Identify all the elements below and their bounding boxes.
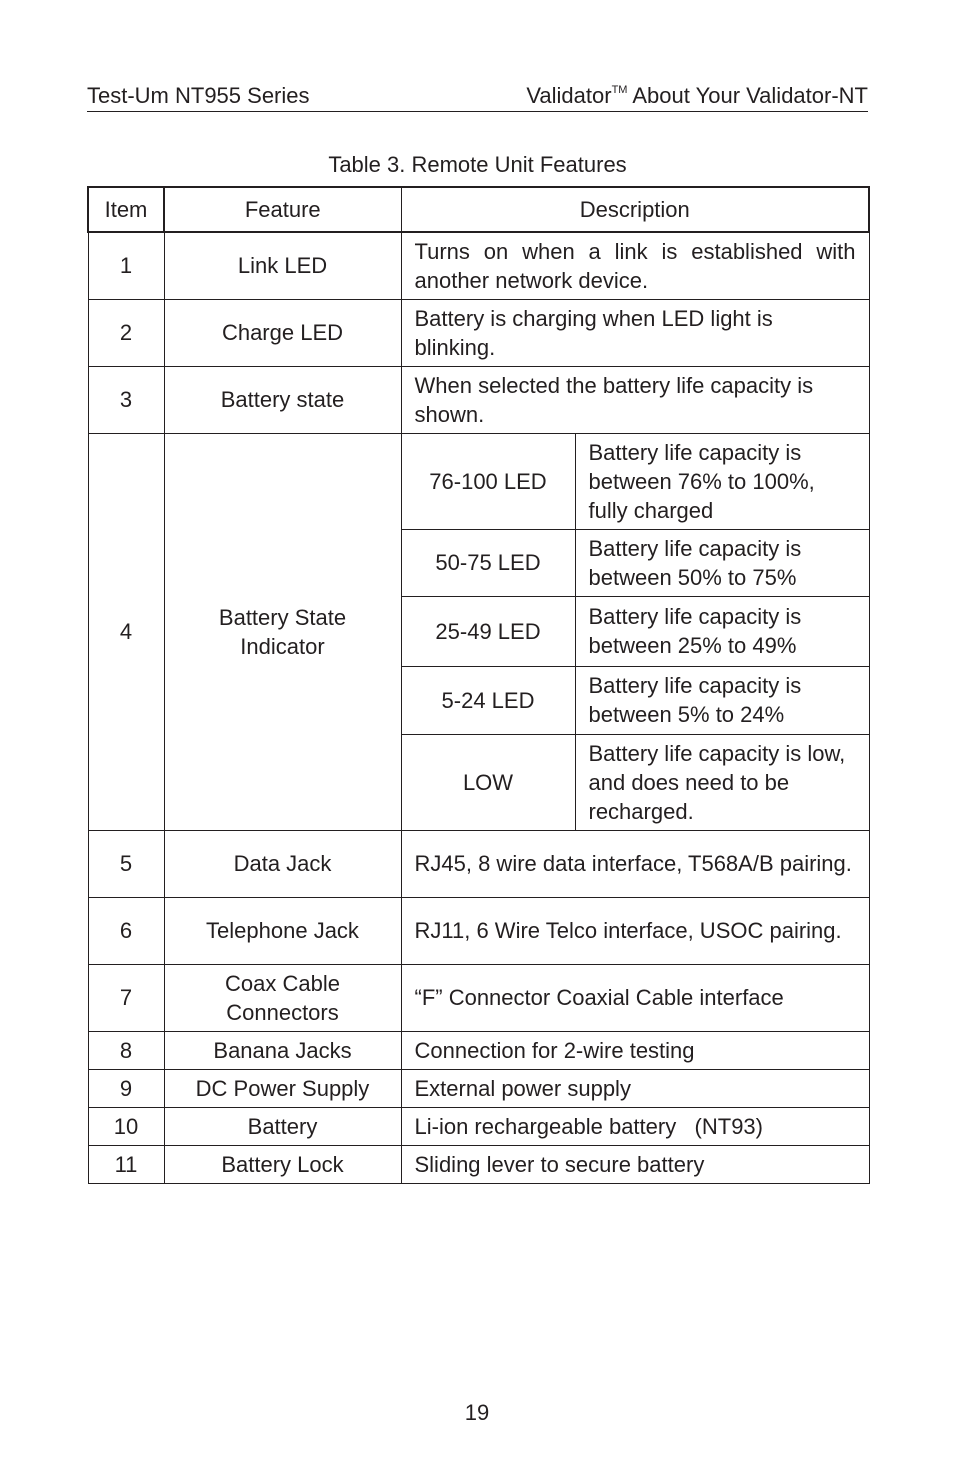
item-number: 8 <box>88 1031 164 1069</box>
header-product: Validator <box>526 83 612 108</box>
item-number: 9 <box>88 1069 164 1107</box>
item-number: 7 <box>88 964 164 1031</box>
feature-description: External power supply <box>401 1069 869 1107</box>
feature-name: Telephone Jack <box>164 897 401 964</box>
remote-unit-features-table <box>87 186 870 1184</box>
feature-name: Battery <box>164 1107 401 1145</box>
led-range-description: Battery life capacity is between 50% to 75% <box>575 529 869 596</box>
column-header-item: Item <box>88 187 164 232</box>
led-range: LOW <box>401 734 575 830</box>
table-row <box>88 1031 869 1069</box>
item-number: 11 <box>88 1145 164 1183</box>
feature-name: DC Power Supply <box>164 1069 401 1107</box>
led-range: 5-24 LED <box>401 666 575 734</box>
table-header-row <box>88 187 869 232</box>
feature-name: Battery state <box>164 366 401 433</box>
led-range: 50-75 LED <box>401 529 575 596</box>
feature-description: Li-ion rechargeable battery (NT93) <box>401 1107 869 1145</box>
feature-name: Coax Cable Connectors <box>164 964 401 1031</box>
table-row <box>88 1069 869 1107</box>
item-number: 3 <box>88 366 164 433</box>
led-range: 25-49 LED <box>401 596 575 666</box>
trademark-mark: TM <box>611 83 628 96</box>
table-row <box>88 366 869 433</box>
table-row <box>88 433 869 529</box>
page-header <box>87 80 868 112</box>
feature-description: Connection for 2-wire testing <box>401 1031 869 1069</box>
feature-name: Battery Lock <box>164 1145 401 1183</box>
feature-description: RJ11, 6 Wire Telco interface, USOC pairing. <box>401 897 869 964</box>
table-caption: Table 3. Remote Unit Features <box>328 152 627 177</box>
feature-description: When selected the battery life capacity is shown. <box>401 366 869 433</box>
led-range-description: Battery life capacity is low, and does need to be recharged. <box>575 734 869 830</box>
item-number: 6 <box>88 897 164 964</box>
table-row <box>88 897 869 964</box>
feature-name: Link LED <box>164 232 401 299</box>
led-range-description: Battery life capacity is between 5% to 24% <box>575 666 869 734</box>
table-row <box>88 299 869 366</box>
table-row <box>88 232 869 299</box>
column-header-feature: Feature <box>164 187 401 232</box>
item-number: 5 <box>88 830 164 897</box>
feature-description: Turns on when a link is established with another network device. <box>401 232 869 299</box>
header-series: Test-Um NT955 Series <box>87 83 310 108</box>
header-section-title <box>526 83 868 109</box>
feature-description: Battery is charging when LED light is blinking. <box>401 299 869 366</box>
table-row <box>88 964 869 1031</box>
header-section: About Your Validator-NT <box>627 83 868 108</box>
led-range-description: Battery life capacity is between 76% to 100%, fully charged <box>575 433 869 529</box>
page-number: 19 <box>464 1400 490 1425</box>
item-number: 4 <box>88 433 164 830</box>
feature-description: RJ45, 8 wire data interface, T568A/B pairing. <box>401 830 869 897</box>
item-number: 2 <box>88 299 164 366</box>
feature-name: Data Jack <box>164 830 401 897</box>
feature-name: Charge LED <box>164 299 401 366</box>
table-row <box>88 1145 869 1183</box>
feature-name: Banana Jacks <box>164 1031 401 1069</box>
item-number: 1 <box>88 232 164 299</box>
feature-name: Battery State Indicator <box>164 433 401 830</box>
led-range: 76-100 LED <box>401 433 575 529</box>
feature-description: “F” Connector Coaxial Cable interface <box>401 964 869 1031</box>
item-number: 10 <box>88 1107 164 1145</box>
feature-description: Sliding lever to secure battery <box>401 1145 869 1183</box>
column-header-description: Description <box>401 187 869 232</box>
led-range-description: Battery life capacity is between 25% to 49% <box>575 596 869 666</box>
table-row <box>88 1107 869 1145</box>
table-row <box>88 830 869 897</box>
